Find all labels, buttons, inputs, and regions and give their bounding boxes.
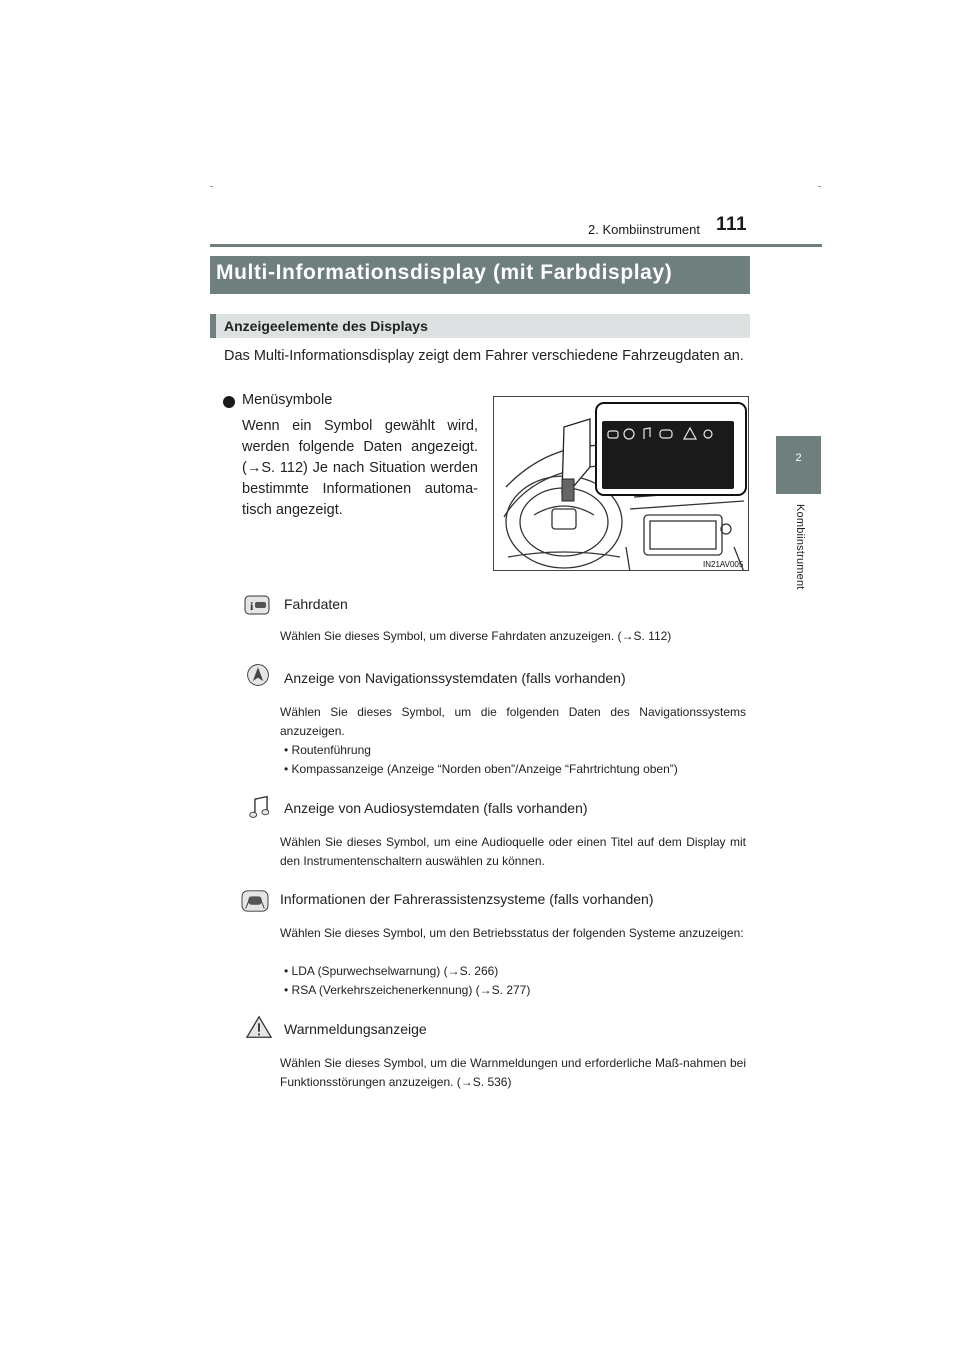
drive-info-icon [242, 592, 272, 618]
bullet-icon [223, 396, 235, 408]
item-heading: Fahrdaten [284, 596, 348, 612]
item-text: Wählen Sie dieses Symbol, um diverse Fahrdaten anzuzeigen. (→S. 112) [280, 629, 672, 643]
dashboard-illustration [493, 396, 749, 571]
subsection-accent [210, 314, 216, 338]
list-item: • LDA (Spurwechselwarnung) (→S. 266) [284, 962, 530, 981]
list-item: • Routenführung [284, 741, 678, 760]
item-text: Wählen Sie dieses Symbol, um die folgenden Daten des Navigationssystems anzuzeigen. [280, 705, 746, 738]
item-heading: Warnmeldungsanzeige [284, 1021, 427, 1037]
item-text: Wählen Sie dieses Symbol, um den Betriebsstatus der folgenden Systeme anzuzeigen: [280, 926, 744, 940]
bullet-title: Menüsymbole [242, 392, 333, 408]
chapter-side-tab [776, 436, 821, 494]
header-rule [210, 244, 822, 247]
crop-mark [818, 186, 821, 187]
item-heading: Anzeige von Navigationssystemdaten (falls vorhanden) [284, 670, 626, 686]
item-heading: Informationen der Fahrerassistenzsysteme (falls vorhanden) [280, 891, 654, 907]
side-tab-number: 2 [795, 452, 802, 464]
navigation-icon [243, 662, 273, 688]
subsection-title: Anzeigeelemente des Displays [224, 318, 428, 334]
item-heading: Anzeige von Audiosystemdaten (falls vorhanden) [284, 800, 588, 816]
item-sub-list [284, 962, 530, 1000]
chapter-heading: 2. Kombiinstrument [588, 222, 700, 237]
item-text: Wählen Sie dieses Symbol, um die Warnmeldungen und erforderliche Maß-nahmen bei Funktionsstörungen anzuzeigen. (→S. 536) [280, 1056, 746, 1089]
item-text: Wählen Sie dieses Symbol, um eine Audioquelle oder einen Titel auf dem Display mit den Instrumentenschaltern auswählen zu können. [280, 835, 746, 868]
side-tab-label: Kombiinstrument [794, 504, 806, 590]
driver-assist-icon [240, 888, 270, 914]
section-title: Multi-Informationsdisplay (mit Farbdisplay) [216, 261, 673, 284]
bullet-body: Wenn ein Symbol gewählt wird, werden folgende Daten angezeigt. (→S. 112) Je nach Situation werden bestimmte Informationen automa-tisch angezeigt. [242, 418, 478, 518]
page-number: 111 [716, 214, 748, 235]
warning-icon [244, 1014, 274, 1040]
list-item: • RSA (Verkehrszeichenerkennung) (→S. 277) [284, 981, 530, 1000]
dashboard-drawing [494, 397, 749, 571]
item-sub-list [284, 741, 678, 779]
audio-icon [246, 794, 276, 820]
crop-mark [210, 186, 213, 187]
list-item: • Kompassanzeige (Anzeige “Norden oben”/Anzeige “Fahrtrichtung oben”) [284, 760, 678, 779]
svg-text:i: i [250, 599, 254, 613]
figure-code: IN21AV005 [703, 560, 744, 569]
intro-paragraph: Das Multi-Informationsdisplay zeigt dem Fahrer verschiedene Fahrzeugdaten an. [224, 348, 744, 364]
